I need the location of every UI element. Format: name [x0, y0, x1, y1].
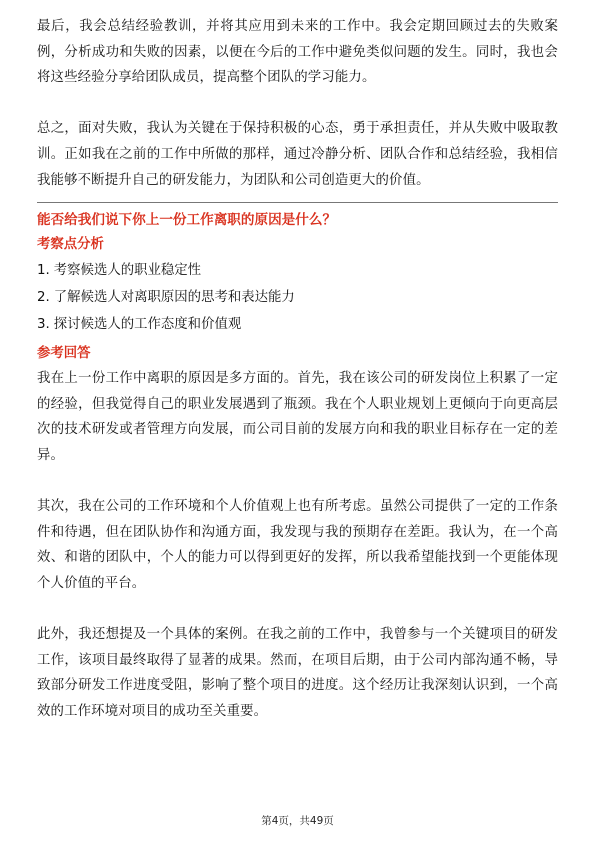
intro-paragraph: 总之，面对失败，我认为关键在于保持积极的心态，勇于承担责任，并从失败中吸取教训。正如我在之前的工作中所做的那样，通过冷静分析、团队合作和总结经验，我相信我能够不断提升自己的研发能力，为团队和公司创造更大的价值。 [37, 121, 558, 188]
analysis-list [37, 257, 558, 338]
section-divider [37, 202, 558, 203]
paragraph-gap [37, 469, 558, 495]
page-number: 第4页，共49页 [261, 815, 334, 827]
paragraph-gap [37, 597, 558, 623]
paragraph-gap [37, 91, 558, 117]
answer-paragraph: 我在上一份工作中离职的原因是多方面的。首先，我在该公司的研发岗位上积累了一定的经验，但我觉得自己的职业发展遇到了瓶颈。我在个人职业规划上更倾向于向更高层次的技术研发或者管理方向发展，而公司目前的发展方向和我的职业目标存在一定的差异。 [37, 371, 558, 463]
answer-heading: 参考回答 [37, 346, 91, 362]
intro-paragraph: 最后，我会总结经验教训，并将其应用到未来的工作中。我会定期回顾过去的失败案例，分析成功和失败的因素，以便在今后的工作中避免类似问题的发生。同时，我也会将这些经验分享给团队成员，提高整个团队的学习能力。 [37, 19, 558, 86]
list-item-text: 探讨候选人的工作态度和价值观 [53, 317, 242, 333]
question-title: 能否给我们说下你上一份工作离职的原因是什么？ [37, 212, 337, 229]
answer-paragraph: 此外，我还想提及一个具体的案例。在我之前的工作中，我曾参与一个关键项目的研发工作，该项目最终取得了显著的成果。然而，在项目后期，由于公司内部沟通不畅，导致部分研发工作进度受阻，影响了整个项目的进度。这个经历让我深刻认识到，一个高效的工作环境对项目的成功至关重要。 [37, 627, 558, 719]
list-item-text: 考察候选人的职业稳定性 [53, 263, 202, 279]
list-item [37, 284, 558, 311]
list-item [37, 311, 558, 338]
list-item [37, 257, 558, 284]
list-item-number: 1. [37, 263, 50, 279]
list-item-number: 3. [37, 317, 50, 333]
document-page [37, 14, 558, 724]
list-item-text: 了解候选人对离职原因的思考和表达能力 [53, 290, 295, 306]
analysis-heading: 考察点分析 [37, 237, 104, 253]
list-item-number: 2. [37, 290, 50, 306]
answer-paragraph: 其次，我在公司的工作环境和个人价值观上也有所考虑。虽然公司提供了一定的工作条件和待遇，但在团队协作和沟通方面，我发现与我的预期存在差距。我认为，在一个高效、和谐的团队中，个人的能力可以得到更好的发挥，所以我希望能找到一个更能体现个人价值的平台。 [37, 499, 558, 591]
